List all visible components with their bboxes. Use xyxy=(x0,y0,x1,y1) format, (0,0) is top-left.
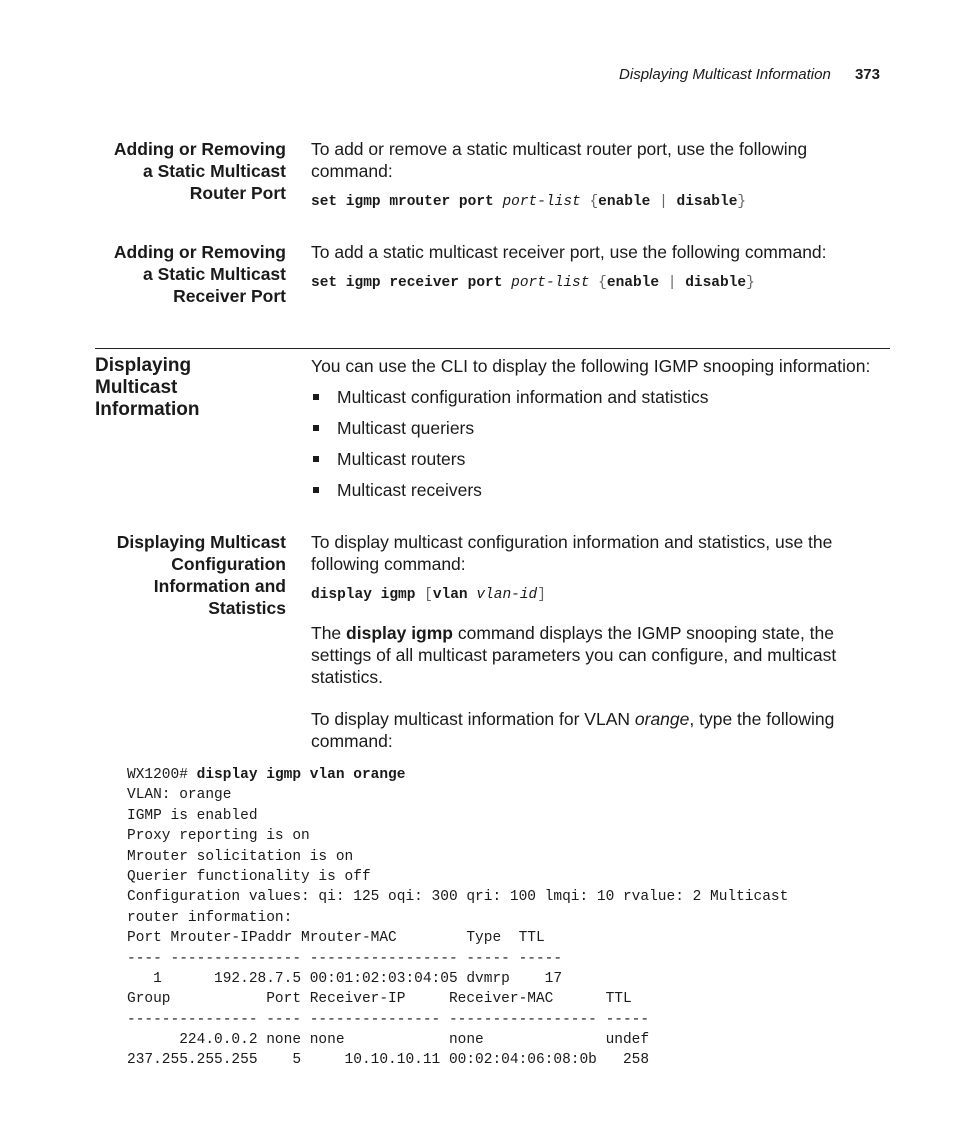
heading-line: a Static Multicast xyxy=(143,161,286,181)
section-heading-router-port xyxy=(86,138,286,204)
terminal-line: Mrouter solicitation is on xyxy=(127,848,354,865)
body-paragraph xyxy=(311,708,871,752)
paragraph-text: command displays the IGMP snooping state, the settings of all multicast parameters you can configure, and multicast statistics. xyxy=(311,623,837,687)
heading-line: Adding or Removing xyxy=(113,139,286,159)
running-header xyxy=(619,66,880,83)
bullet-list xyxy=(311,386,891,510)
command-argument: port-list xyxy=(511,275,590,291)
command-option: disable xyxy=(676,194,738,210)
command-option: enable xyxy=(606,275,660,291)
body-paragraph: You can use the CLI to display the following IGMP snooping information: xyxy=(311,356,871,376)
running-header-title: Displaying Multicast Information xyxy=(619,66,831,83)
paragraph-text: To display multicast information for VLAN xyxy=(311,709,635,729)
command-syntax: display igmp [vlan vlan-id] xyxy=(311,587,546,603)
section-heading-receiver-port xyxy=(86,241,286,307)
heading-line: Information xyxy=(95,399,200,420)
terminal-line: 237.255.255.255 5 10.10.10.11 00:02:04:06:08:0b 258 xyxy=(127,1052,650,1069)
heading-line: Displaying xyxy=(95,355,192,376)
heading-line: Receiver Port xyxy=(173,286,286,306)
list-item-text: Multicast routers xyxy=(337,449,466,469)
command-syntax: set igmp receiver port port-list {enable | disable} xyxy=(311,275,755,291)
command-keyword: set igmp mrouter port xyxy=(311,194,494,210)
terminal-line: Port Mrouter-IPaddr Mrouter-MAC Type TTL xyxy=(127,930,545,947)
heading-line: Multicast xyxy=(95,377,178,398)
terminal-line: 224.0.0.2 none none none undef xyxy=(127,1032,650,1049)
command-option: enable xyxy=(598,194,651,210)
heading-line: Displaying Multicast xyxy=(116,532,286,552)
list-item xyxy=(311,479,891,510)
bullet-square-icon xyxy=(313,456,319,462)
list-item-text: Multicast receivers xyxy=(337,480,482,500)
section-body-receiver-port xyxy=(311,241,891,294)
section-body-router-port xyxy=(311,138,891,213)
paragraph-text: , type the following command: xyxy=(311,709,835,751)
command-keyword: display igmp xyxy=(311,587,416,603)
command-option: disable xyxy=(685,275,747,291)
command-argument: port-list xyxy=(502,194,581,210)
terminal-line: 1 192.28.7.5 00:01:02:03:04:05 dvmrp 17 xyxy=(127,970,563,987)
body-paragraph xyxy=(311,622,871,688)
list-item xyxy=(311,448,891,479)
body-paragraph: To add a static multicast receiver port, use the following command: xyxy=(311,242,827,262)
section-body-displaying-multicast xyxy=(311,355,891,510)
section-heading-config-statistics xyxy=(86,531,286,619)
bullet-square-icon xyxy=(313,487,319,493)
heading-line: Router Port xyxy=(189,183,286,203)
terminal-line: Querier functionality is off xyxy=(127,868,371,885)
terminal-line: router information: xyxy=(127,909,293,926)
body-paragraph: To add or remove a static multicast router port, use the following command: xyxy=(311,139,808,181)
bullet-square-icon xyxy=(313,425,319,431)
paragraph-text: The xyxy=(311,623,347,643)
heading-line: Information and xyxy=(153,576,286,596)
terminal-command: display igmp vlan orange xyxy=(196,767,406,783)
terminal-output xyxy=(127,765,788,1071)
terminal-line: Configuration values: qi: 125 oqi: 300 qri: 100 lmqi: 10 rvalue: 2 Multicast xyxy=(127,889,789,906)
heading-line: Adding or Removing xyxy=(113,242,286,262)
bullet-square-icon xyxy=(313,394,319,400)
heading-line: a Static Multicast xyxy=(143,264,286,284)
terminal-command-line xyxy=(127,765,788,785)
section-heading-displaying-multicast xyxy=(95,355,295,421)
terminal-line: --------------- ---- --------------- ----------------- ----- xyxy=(127,1011,650,1028)
section-body-config-statistics xyxy=(311,531,891,752)
list-item-text: Multicast queriers xyxy=(337,418,475,438)
page-number: 373 xyxy=(854,66,880,83)
terminal-line: Group Port Receiver-IP Receiver-MAC TTL xyxy=(127,991,632,1008)
command-argument: vlan-id xyxy=(476,587,538,603)
terminal-line: VLAN: orange xyxy=(127,787,232,804)
terminal-line: Proxy reporting is on xyxy=(127,828,310,845)
heading-line: Statistics xyxy=(208,598,286,618)
body-paragraph: To display multicast configuration information and statistics, use the following command: xyxy=(311,532,833,574)
command-keyword: set igmp receiver port xyxy=(311,275,503,291)
list-item-text: Multicast configuration information and statistics xyxy=(337,387,709,407)
list-item xyxy=(311,386,891,417)
command-keyword: vlan xyxy=(432,587,468,603)
section-divider xyxy=(95,348,890,349)
list-item xyxy=(311,417,891,448)
command-syntax: set igmp mrouter port port-list {enable | disable} xyxy=(311,194,747,210)
terminal-line: IGMP is enabled xyxy=(127,807,258,824)
terminal-line: ---- --------------- ----------------- ----- ----- xyxy=(127,950,563,967)
inline-command: display igmp xyxy=(346,623,453,643)
heading-line: Configuration xyxy=(171,554,286,574)
terminal-prompt: WX1200# xyxy=(127,767,197,783)
vlan-name: orange xyxy=(634,709,690,729)
